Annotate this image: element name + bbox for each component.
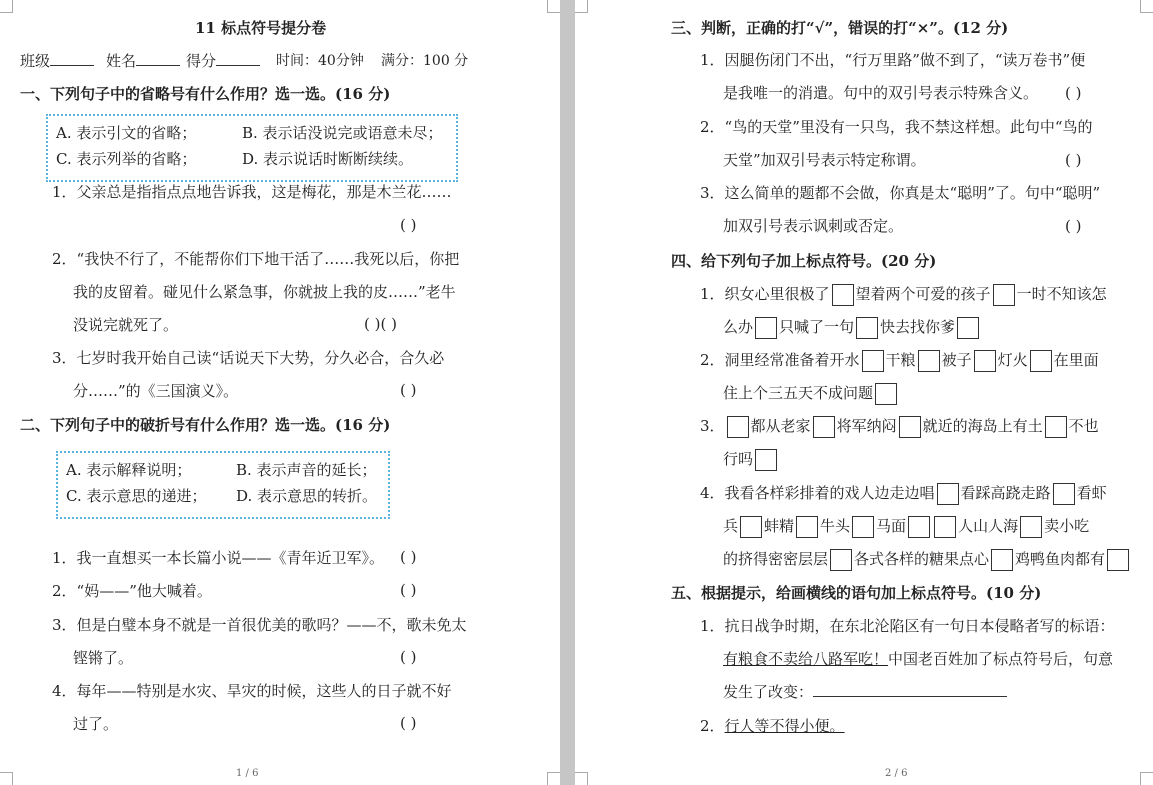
s2-q4-text: 4．每年——特别是水灾、旱灾的时候，这些人的日子就不好 (52, 682, 452, 700)
crop-mark (1140, 772, 1153, 785)
punctuation-box[interactable] (993, 284, 1015, 306)
s4-q3-line2: 行吗 (723, 446, 779, 472)
punctuation-box[interactable] (1107, 549, 1129, 571)
s4-q1-line2: 么办 只喊了一句 快去找你爹 (723, 314, 981, 340)
section2-heading: 二、下列句子中的破折号有什么作用？选一选。(16 分) (20, 416, 391, 434)
option-d: D. 表示意思的转折。 (236, 487, 378, 505)
punctuation-box[interactable] (974, 350, 996, 372)
s1-q2-text: 2．“我快不行了，不能帮你们下地干活了……我死以后，你把 (52, 250, 460, 268)
crop-mark (547, 772, 560, 785)
option-d: D. 表示说话时断断续续。 (242, 150, 414, 168)
s1-q2-answer[interactable]: ( )( ) (364, 315, 397, 333)
punctuation-box[interactable] (908, 516, 930, 538)
crop-mark (547, 0, 560, 13)
s3-q2-text-2: 天堂”加双引号表示特定称谓。 (723, 151, 926, 169)
punctuation-box[interactable] (852, 516, 874, 538)
s3-q1-text-2: 是我唯一的消遣。句中的双引号表示特殊含义。 (723, 84, 1039, 102)
punctuation-box[interactable] (1053, 483, 1075, 505)
option-a: A. 表示引文的省略； (56, 124, 197, 142)
s5-q1-text: 1．抗日战争时期，在东北沦陷区有一句日本侵略者写的标语： (700, 617, 1115, 635)
section5-heading: 五、根据提示，给画横线的语句加上标点符号。(10 分) (671, 584, 1042, 602)
crop-mark (1140, 0, 1153, 13)
exam-time: 时间：40分钟 (276, 53, 364, 69)
punctuation-box[interactable] (755, 317, 777, 339)
option-c: C. 表示意思的递进； (66, 487, 207, 505)
s2-q1-text: 1．我一直想买一本长篇小说——《青年近卫军》。 (52, 549, 385, 567)
punctuation-box[interactable] (755, 449, 777, 471)
underlined-sentence: 行人等不得小便。 (724, 717, 845, 735)
punctuation-box[interactable] (1030, 350, 1052, 372)
punctuation-box[interactable] (875, 383, 897, 405)
s1-q3-text-2: 分……”的《三国演义》。 (73, 382, 239, 400)
punctuation-box[interactable] (1045, 416, 1067, 438)
name-field: 姓名 (106, 51, 180, 71)
s3-q2-answer[interactable]: ( ) (1065, 151, 1082, 169)
s2-q3-answer[interactable]: ( ) (400, 648, 417, 666)
punctuation-box[interactable] (796, 516, 818, 538)
s3-q3-answer[interactable]: ( ) (1065, 217, 1082, 235)
s1-q1-answer[interactable]: ( ) (400, 216, 417, 234)
s4-q4-line2: 兵 蚌精 牛头 马面 人山人海 卖小吃 (723, 513, 1089, 539)
s5-q2-text: 2．行人等不得小便。 (700, 717, 845, 735)
s3-q1-answer[interactable]: ( ) (1065, 84, 1082, 102)
page-title: 11 标点符号提分卷 (195, 19, 327, 37)
page-number: 1 / 6 (236, 768, 259, 779)
underlined-sentence: 有粮食不卖给八路军吃！ (723, 650, 889, 668)
punctuation-box[interactable] (740, 516, 762, 538)
crop-mark (575, 0, 588, 13)
s2-q1-answer[interactable]: ( ) (400, 548, 417, 566)
s3-q1-text: 1．因腿伤闭门不出，“行万里路”做不到了，“读万卷书”便 (700, 51, 1086, 69)
class-field: 班级 (20, 51, 94, 71)
punctuation-box[interactable] (918, 350, 940, 372)
score-field: 得分 (186, 51, 260, 71)
punctuation-box[interactable] (934, 516, 956, 538)
s4-q4-line3: 的挤得密密层层 各式各样的糖果点心 鸡鸭鱼肉都有 (723, 546, 1131, 572)
page-gap (560, 0, 575, 785)
page-number: 2 / 6 (885, 768, 908, 779)
punctuation-box[interactable] (899, 416, 921, 438)
option-a: A. 表示解释说明； (66, 461, 192, 479)
s2-q4-answer[interactable]: ( ) (400, 714, 417, 732)
punctuation-box[interactable] (830, 549, 852, 571)
s4-q4-line1: 4．我看各样彩排着的戏人边走边唱 看踩高跷走路 看虾 (700, 480, 1107, 506)
s1-q3-answer[interactable]: ( ) (400, 381, 417, 399)
crop-mark (0, 772, 13, 785)
s1-q2-text-2: 我的皮留着。碰见什么紧急事，你就披上我的皮……”老牛 (73, 283, 456, 301)
s2-q2-answer[interactable]: ( ) (400, 581, 417, 599)
section4-heading: 四、给下列句子加上标点符号。(20 分) (671, 252, 937, 270)
s4-q2-line1: 2．洞里经常准备着开水 干粮 被子 灯火 在里面 (700, 347, 1099, 373)
section1-options-box (46, 114, 458, 182)
s4-q3-line1: 3． 都从老家 将军纳闷 就近的海岛上有土 不也 (700, 413, 1099, 439)
document-page-2 (575, 0, 1153, 785)
answer-line[interactable] (813, 682, 1007, 697)
option-b: B. 表示声音的延长； (236, 461, 377, 479)
s2-q4-text-2: 过了。 (73, 715, 119, 733)
punctuation-box[interactable] (813, 416, 835, 438)
punctuation-box[interactable] (862, 350, 884, 372)
s1-q3-text: 3．七岁时我开始自己读“话说天下大势，分久必合，合久必 (52, 349, 445, 367)
punctuation-box[interactable] (937, 483, 959, 505)
crop-mark (0, 0, 13, 13)
full-score: 满分：100 分 (381, 53, 469, 69)
s1-q2-text-3: 没说完就死了。 (73, 316, 179, 334)
s4-q2-line2: 住上个三五天不成问题 (723, 380, 899, 406)
s2-q3-text-2: 铿锵了。 (73, 649, 134, 667)
document-page-1 (0, 0, 560, 785)
s3-q3-text: 3．这么简单的题都不会做，你真是太“聪明”了。句中“聪明” (700, 184, 1101, 202)
s4-q1-line1: 1．织女心里很极了 望着两个可爱的孩子 一时不知该怎 (700, 281, 1107, 307)
section3-heading: 三、判断，正确的打“√”，错误的打“×”。(12 分) (671, 19, 1009, 37)
s1-q1-text: 1．父亲总是指指点点地告诉我，这是梅花，那是木兰花…… (52, 183, 452, 201)
section1-heading: 一、下列句子中的省略号有什么作用？选一选。(16 分) (20, 85, 391, 103)
s3-q2-text: 2．“鸟的天堂”里没有一只鸟，我不禁这样想。此句中“鸟的 (700, 118, 1093, 136)
crop-mark (575, 772, 588, 785)
s5-q1-text-2: 有粮食不卖给八路军吃！中国老百姓加了标点符号后，句意 (723, 650, 1114, 668)
punctuation-box[interactable] (727, 416, 749, 438)
punctuation-box[interactable] (832, 284, 854, 306)
option-b: B. 表示话没说完或语意未尽； (242, 124, 443, 142)
punctuation-box[interactable] (856, 317, 878, 339)
s2-q2-text: 2．“妈——”他大喊着。 (52, 582, 212, 600)
s5-q1-text-3: 发生了改变： (723, 682, 1007, 702)
s2-q3-text: 3．但是白璧本身不就是一首很优美的歌吗？——不，歌未免太 (52, 616, 467, 634)
option-c: C. 表示列举的省略； (56, 150, 197, 168)
punctuation-box[interactable] (957, 317, 979, 339)
punctuation-box[interactable] (1020, 516, 1042, 538)
punctuation-box[interactable] (991, 549, 1013, 571)
section2-options-box (56, 451, 390, 519)
s3-q3-text-2: 加双引号表示讽刺或否定。 (723, 217, 904, 235)
